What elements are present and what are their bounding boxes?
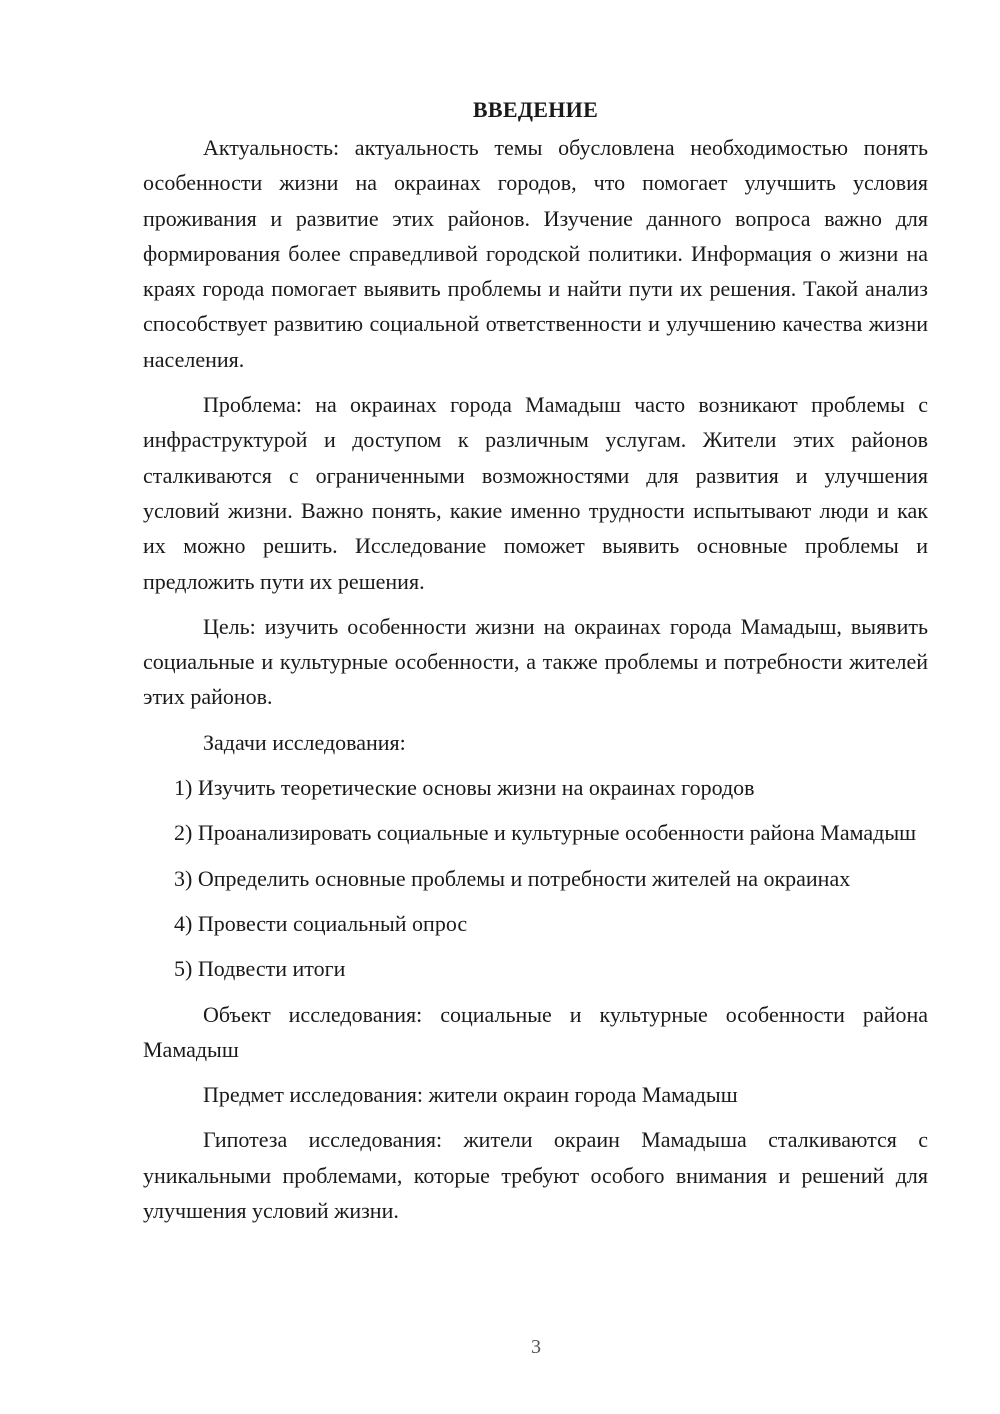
task-item-1: 1) Изучить теоретические основы жизни на окраинах городов [174, 775, 755, 801]
task-item-2: 2) Проанализировать социальные и культурные особенности района Мамадыш [174, 820, 917, 846]
section-heading: ВВЕДЕНИЕ [472, 97, 599, 122]
object-paragraph: Объект исследования: социальные и культурные особенности района Мамадыш [143, 1001, 928, 1062]
page-number: 3 [531, 1336, 541, 1358]
task-item-4: 4) Провести социальный опрос [174, 910, 468, 936]
relevance-paragraph: Актуальность: актуальность темы обусловлена необходимостью понять особенности жизни на окраинах городов, что помогает улучшить условия проживания и развитие этих районов. Изучение данного вопроса важно для формирования более справедливой городской политики. Информация о жизни на краях города помогает выявить проблемы и найти пути их решения. Такой анализ способствует развитию социальной ответственности и улучшению качества жизни населения. [143, 135, 928, 372]
hypothesis-paragraph: Гипотеза исследования: жители окраин Мамадыша сталкиваются с уникальными проблемами, которые требуют особого внимания и решений для улучшения условий жизни. [143, 1127, 928, 1224]
task-item-3: 3) Определить основные проблемы и потребности жителей на окраинах [174, 865, 851, 891]
tasks-title: Задачи исследования: [203, 729, 406, 755]
problem-paragraph: Проблема: на окраинах города Мамадыш часто возникают проблемы с инфраструктурой и доступом к различным услугам. Жители этих районов сталкиваются с ограниченными возможностями для развития и улучшения условий жизни. Важно понять, какие именно трудности испытывают люди и как их можно решить. Исследование поможет выявить основные проблемы и предложить пути их решения. [143, 392, 928, 594]
task-item-5: 5) Подвести итоги [174, 956, 346, 982]
goal-paragraph: Цель: изучить особенности жизни на окраинах города Мамадыш, выявить социальные и культурные особенности, а также проблемы и потребности жителей этих районов. [143, 613, 928, 710]
document-page [143, 92, 928, 1238]
subject-paragraph: Предмет исследования: жители окраин города Мамадыш [203, 1082, 738, 1108]
